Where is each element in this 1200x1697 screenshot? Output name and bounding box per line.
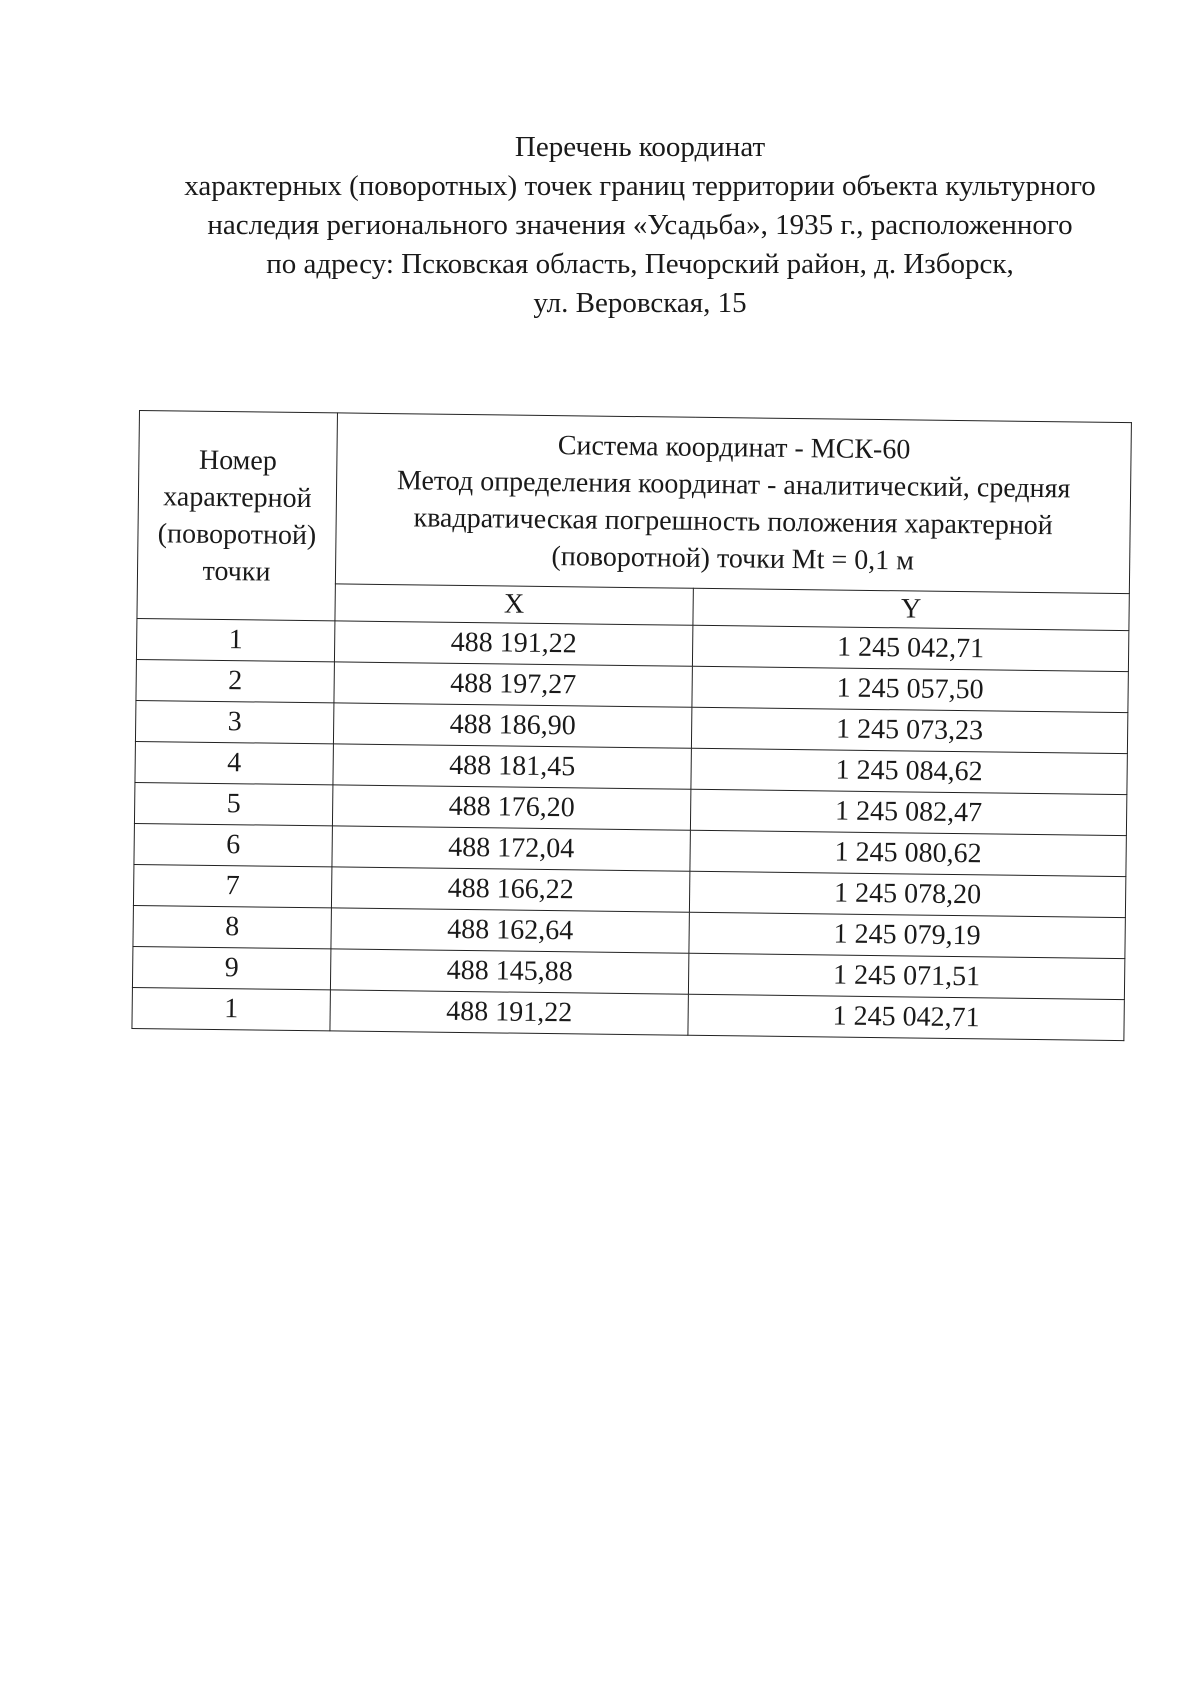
point-header-line: Номер xyxy=(198,444,278,477)
x-coordinate-cell: 488 176,20 xyxy=(332,785,690,830)
point-number-cell: 1 xyxy=(132,987,330,1030)
y-coordinate-cell: 1 245 071,51 xyxy=(688,953,1124,999)
coordinates-table xyxy=(131,410,1131,1041)
x-coordinate-cell: 488 172,04 xyxy=(332,826,690,871)
y-coordinate-cell: 1 245 042,71 xyxy=(692,625,1128,671)
title-line: ул. Веровская, 15 xyxy=(533,287,747,319)
title-line: характерных (поворотных) точек границ территории объекта культурного xyxy=(184,170,1096,202)
y-coordinate-cell: 1 245 080,62 xyxy=(690,830,1126,876)
coordinates-table-wrapper xyxy=(131,410,1130,1041)
point-header-line: точки xyxy=(202,555,271,588)
point-number-cell: 6 xyxy=(134,823,332,866)
coordinate-system-header xyxy=(335,413,1131,594)
y-coordinate-cell: 1 245 084,62 xyxy=(691,748,1127,794)
point-number-cell: 3 xyxy=(135,700,333,743)
y-coordinate-cell: 1 245 078,20 xyxy=(689,871,1125,917)
x-column-header: X xyxy=(335,584,693,625)
point-number-cell: 9 xyxy=(132,946,330,989)
x-coordinate-cell: 488 162,64 xyxy=(331,908,689,953)
point-header-line: характерной xyxy=(163,480,312,514)
x-coordinate-cell: 488 181,45 xyxy=(333,744,691,789)
system-header-line: Метод определения координат - аналитический, средняя xyxy=(396,465,1071,505)
point-number-cell: 5 xyxy=(134,782,332,825)
title-line: по адресу: Псковская область, Печорский район, д. Изборск, xyxy=(266,248,1014,280)
x-coordinate-cell: 488 191,22 xyxy=(330,990,688,1035)
point-number-header xyxy=(137,411,338,621)
point-number-cell: 7 xyxy=(133,864,331,907)
title-line: Перечень координат xyxy=(514,131,766,163)
y-coordinate-cell: 1 245 073,23 xyxy=(691,707,1127,753)
document-title xyxy=(150,128,1130,323)
x-coordinate-cell: 488 166,22 xyxy=(331,867,689,912)
system-header-line: (поворотной) точки Mt = 0,1 м xyxy=(551,541,915,577)
y-coordinate-cell: 1 245 057,50 xyxy=(692,666,1128,712)
y-coordinate-cell: 1 245 079,19 xyxy=(689,912,1125,958)
system-header-line: квадратическая погрешность положения характерной xyxy=(413,502,1053,542)
system-header-line: Система координат - МСК-60 xyxy=(557,430,911,466)
y-coordinate-cell: 1 245 042,71 xyxy=(688,994,1124,1040)
title-line: наследия регионального значения «Усадьба», 1935 г., расположенного xyxy=(207,209,1073,241)
x-coordinate-cell: 488 145,88 xyxy=(330,949,688,994)
point-number-cell: 1 xyxy=(136,618,334,661)
point-number-cell: 2 xyxy=(136,659,334,702)
point-header-line: (поворотной) xyxy=(157,517,317,551)
point-number-cell: 8 xyxy=(133,905,331,948)
x-coordinate-cell: 488 186,90 xyxy=(333,703,691,748)
y-coordinate-cell: 1 245 082,47 xyxy=(690,789,1126,835)
point-number-cell: 4 xyxy=(135,741,333,784)
x-coordinate-cell: 488 197,27 xyxy=(334,662,692,707)
x-coordinate-cell: 488 191,22 xyxy=(334,621,692,666)
y-column-header: Y xyxy=(693,588,1129,630)
